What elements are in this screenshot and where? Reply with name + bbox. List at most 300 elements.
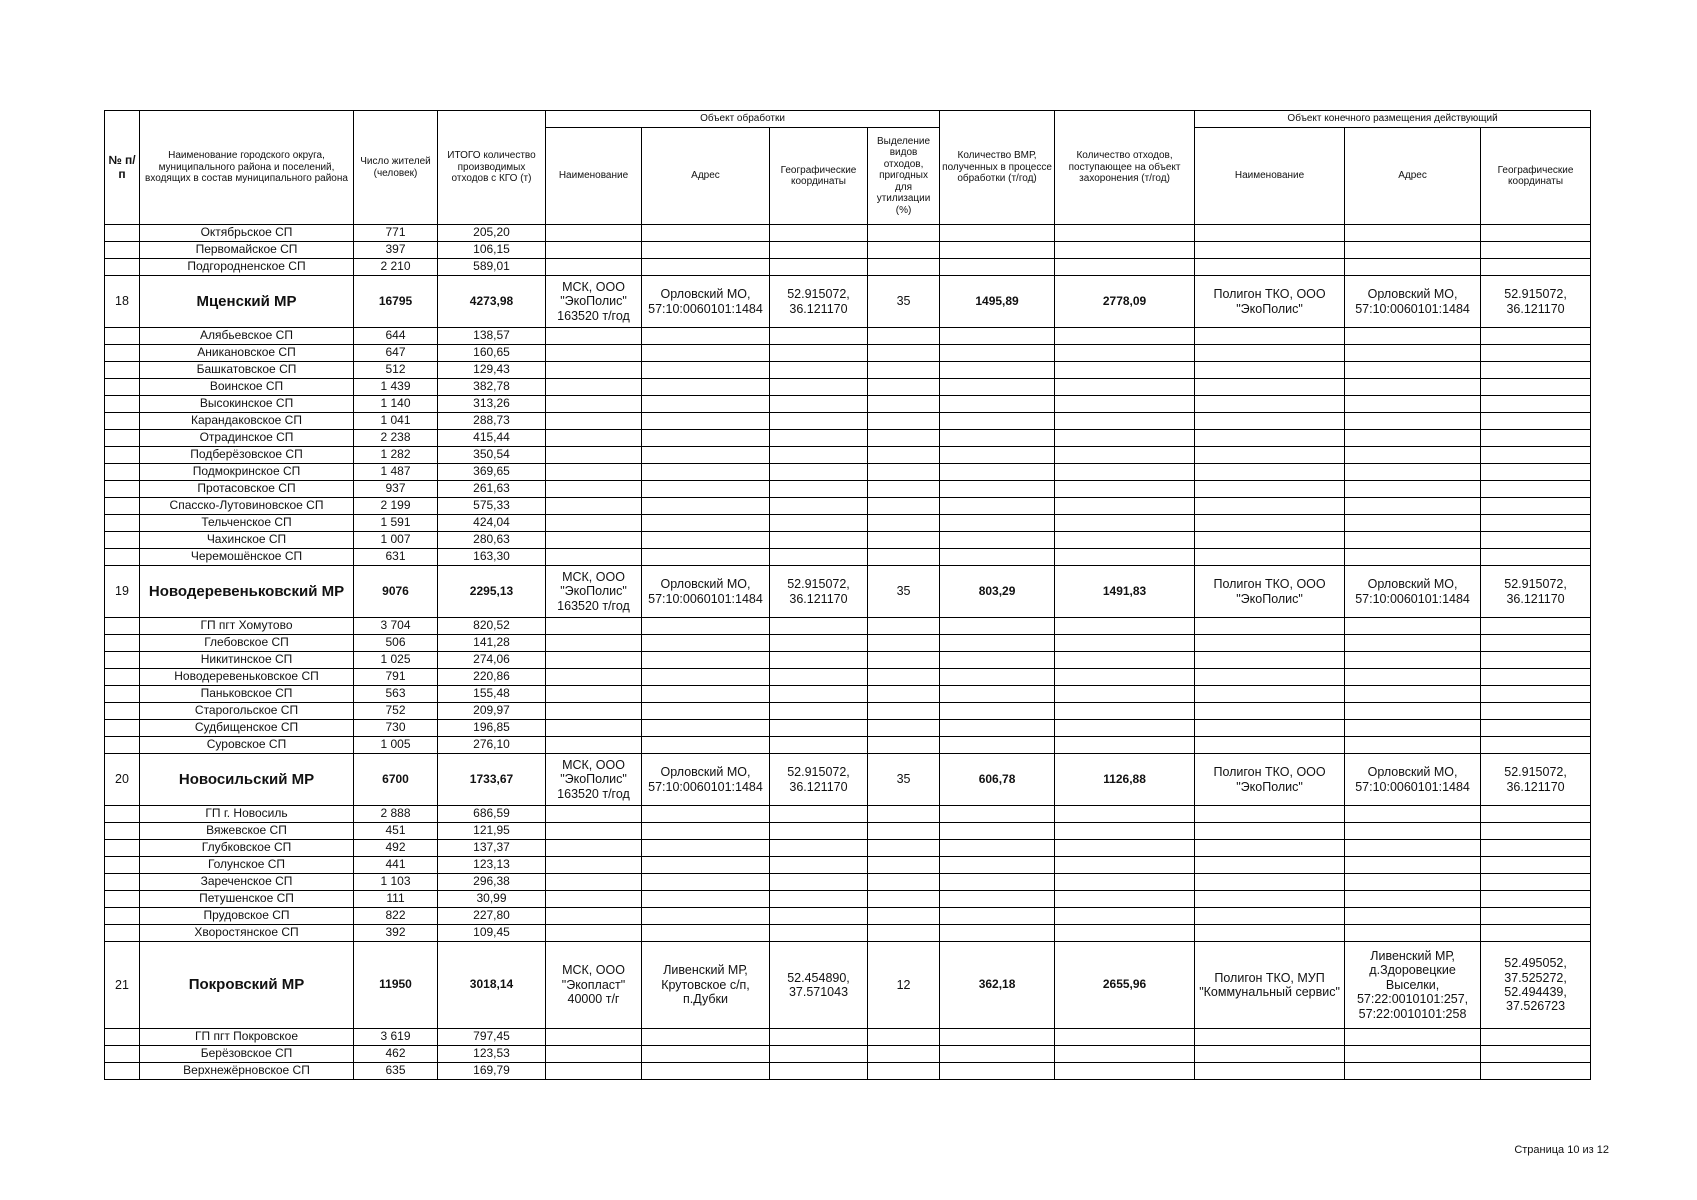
- cell-proc-address: [642, 515, 770, 532]
- cell-proc-name: [546, 464, 642, 481]
- cell-proc-address: [642, 396, 770, 413]
- cell-population: 6700: [354, 754, 438, 806]
- cell-burial: [1055, 464, 1195, 481]
- cell-final-coords: [1481, 379, 1591, 396]
- cell-final-address: [1345, 669, 1481, 686]
- cell-population: 397: [354, 242, 438, 259]
- cell-burial: [1055, 737, 1195, 754]
- cell-final-address: [1345, 242, 1481, 259]
- cell-name: Хворостянское СП: [140, 925, 354, 942]
- cell-name: Никитинское СП: [140, 652, 354, 669]
- col-header-proc-address: Адрес: [642, 128, 770, 225]
- cell-total: 209,97: [438, 703, 546, 720]
- cell-proc-name: [546, 806, 642, 823]
- cell-final-address: [1345, 396, 1481, 413]
- cell-final-coords: [1481, 1063, 1591, 1080]
- cell-vmr: 1495,89: [940, 276, 1055, 328]
- cell-final-name: [1195, 259, 1345, 276]
- col-header-num: № п/п: [105, 111, 140, 225]
- cell-proc-address: [642, 242, 770, 259]
- cell-vmr: [940, 242, 1055, 259]
- cell-burial: [1055, 328, 1195, 345]
- cell-final-name: [1195, 515, 1345, 532]
- cell-population: 3 704: [354, 618, 438, 635]
- cell-num: [105, 1063, 140, 1080]
- settlement-row: [105, 498, 1591, 515]
- cell-final-name: [1195, 549, 1345, 566]
- cell-proc-name: [546, 481, 642, 498]
- cell-population: 771: [354, 225, 438, 242]
- cell-final-coords: [1481, 891, 1591, 908]
- cell-proc-percent: [868, 823, 940, 840]
- cell-proc-name: [546, 874, 642, 891]
- cell-burial: [1055, 1063, 1195, 1080]
- cell-vmr: [940, 908, 1055, 925]
- cell-burial: [1055, 413, 1195, 430]
- cell-proc-coords: [770, 908, 868, 925]
- cell-vmr: [940, 430, 1055, 447]
- cell-burial: [1055, 396, 1195, 413]
- cell-proc-coords: 52.915072, 36.121170: [770, 566, 868, 618]
- cell-burial: [1055, 242, 1195, 259]
- cell-final-name: [1195, 686, 1345, 703]
- cell-proc-address: [642, 737, 770, 754]
- cell-total: 296,38: [438, 874, 546, 891]
- cell-population: 937: [354, 481, 438, 498]
- cell-proc-coords: [770, 891, 868, 908]
- cell-burial: [1055, 840, 1195, 857]
- cell-proc-address: [642, 618, 770, 635]
- cell-name: Карандаковское СП: [140, 413, 354, 430]
- cell-final-name: [1195, 703, 1345, 720]
- table-body: [105, 225, 1591, 1080]
- cell-proc-coords: [770, 225, 868, 242]
- cell-total: 797,45: [438, 1029, 546, 1046]
- cell-name: Глебовское СП: [140, 635, 354, 652]
- cell-final-name: [1195, 720, 1345, 737]
- cell-name: Вяжевское СП: [140, 823, 354, 840]
- cell-final-address: [1345, 618, 1481, 635]
- cell-total: 280,63: [438, 532, 546, 549]
- cell-final-coords: [1481, 259, 1591, 276]
- cell-final-address: [1345, 737, 1481, 754]
- cell-final-coords: [1481, 549, 1591, 566]
- cell-final-name: [1195, 891, 1345, 908]
- cell-burial: [1055, 498, 1195, 515]
- cell-vmr: [940, 703, 1055, 720]
- cell-num: [105, 328, 140, 345]
- cell-final-coords: [1481, 1046, 1591, 1063]
- cell-population: 563: [354, 686, 438, 703]
- cell-proc-name: [546, 925, 642, 942]
- cell-total: 415,44: [438, 430, 546, 447]
- cell-proc-percent: [868, 720, 940, 737]
- cell-final-address: [1345, 515, 1481, 532]
- settlement-row: [105, 259, 1591, 276]
- cell-name: Подберёзовское СП: [140, 447, 354, 464]
- cell-proc-coords: [770, 669, 868, 686]
- cell-burial: [1055, 430, 1195, 447]
- cell-population: 635: [354, 1063, 438, 1080]
- cell-num: 19: [105, 566, 140, 618]
- col-header-population: Число жителей (человек): [354, 111, 438, 225]
- cell-final-address: [1345, 498, 1481, 515]
- cell-population: 451: [354, 823, 438, 840]
- cell-final-address: [1345, 379, 1481, 396]
- cell-final-name: [1195, 737, 1345, 754]
- cell-final-coords: [1481, 413, 1591, 430]
- cell-proc-name: [546, 635, 642, 652]
- cell-population: 1 103: [354, 874, 438, 891]
- cell-proc-percent: [868, 242, 940, 259]
- cell-final-address: [1345, 840, 1481, 857]
- cell-proc-percent: 35: [868, 276, 940, 328]
- cell-population: 392: [354, 925, 438, 942]
- cell-num: [105, 464, 140, 481]
- cell-total: 123,13: [438, 857, 546, 874]
- cell-final-address: [1345, 328, 1481, 345]
- waste-table: [104, 110, 1591, 1080]
- settlement-row: [105, 242, 1591, 259]
- cell-final-name: [1195, 362, 1345, 379]
- cell-total: 141,28: [438, 635, 546, 652]
- cell-population: 644: [354, 328, 438, 345]
- cell-name: Судбищенское СП: [140, 720, 354, 737]
- settlement-row: [105, 925, 1591, 942]
- cell-final-name: [1195, 925, 1345, 942]
- settlement-row: [105, 464, 1591, 481]
- cell-proc-percent: [868, 345, 940, 362]
- cell-proc-address: Орловский МО, 57:10:0060101:1484: [642, 754, 770, 806]
- settlement-row: [105, 515, 1591, 532]
- cell-burial: 2778,09: [1055, 276, 1195, 328]
- cell-proc-percent: [868, 908, 940, 925]
- district-row: [105, 754, 1591, 806]
- cell-total: 109,45: [438, 925, 546, 942]
- cell-num: [105, 737, 140, 754]
- cell-total: 369,65: [438, 464, 546, 481]
- cell-vmr: [940, 669, 1055, 686]
- cell-proc-name: [546, 1029, 642, 1046]
- cell-final-address: [1345, 806, 1481, 823]
- cell-name: Суровское СП: [140, 737, 354, 754]
- cell-final-coords: [1481, 498, 1591, 515]
- cell-num: [105, 806, 140, 823]
- cell-proc-address: Ливенский МР, Крутовское с/п, п.Дубки: [642, 942, 770, 1029]
- cell-proc-percent: [868, 379, 940, 396]
- cell-proc-name: [546, 362, 642, 379]
- cell-final-coords: [1481, 703, 1591, 720]
- cell-burial: [1055, 345, 1195, 362]
- cell-final-coords: [1481, 686, 1591, 703]
- cell-proc-name: [546, 498, 642, 515]
- cell-final-name: [1195, 806, 1345, 823]
- cell-proc-name: [546, 430, 642, 447]
- cell-proc-coords: [770, 806, 868, 823]
- col-header-vmr: Количество ВМР, полученных в процессе обработки (т/год): [940, 111, 1055, 225]
- cell-proc-address: [642, 549, 770, 566]
- cell-vmr: [940, 635, 1055, 652]
- cell-vmr: [940, 464, 1055, 481]
- cell-final-name: [1195, 464, 1345, 481]
- cell-name: ГП пгт Хомутово: [140, 618, 354, 635]
- cell-proc-percent: [868, 686, 940, 703]
- cell-final-name: [1195, 1029, 1345, 1046]
- cell-proc-coords: 52.454890, 37.571043: [770, 942, 868, 1029]
- cell-vmr: [940, 259, 1055, 276]
- cell-final-address: [1345, 464, 1481, 481]
- cell-final-coords: [1481, 515, 1591, 532]
- cell-proc-address: [642, 328, 770, 345]
- cell-final-name: Полигон ТКО, ООО "ЭкоПолис": [1195, 276, 1345, 328]
- cell-population: 1 439: [354, 379, 438, 396]
- cell-total: 261,63: [438, 481, 546, 498]
- cell-total: 160,65: [438, 345, 546, 362]
- cell-final-coords: 52.915072, 36.121170: [1481, 754, 1591, 806]
- cell-proc-percent: [868, 430, 940, 447]
- cell-num: [105, 447, 140, 464]
- cell-population: 1 591: [354, 515, 438, 532]
- cell-num: 21: [105, 942, 140, 1029]
- cell-num: [105, 891, 140, 908]
- cell-burial: [1055, 652, 1195, 669]
- cell-burial: [1055, 549, 1195, 566]
- cell-vmr: [940, 413, 1055, 430]
- cell-name: Петушенское СП: [140, 891, 354, 908]
- cell-final-address: [1345, 874, 1481, 891]
- cell-population: 3 619: [354, 1029, 438, 1046]
- cell-final-address: [1345, 652, 1481, 669]
- cell-proc-coords: [770, 720, 868, 737]
- cell-total: 123,53: [438, 1046, 546, 1063]
- cell-vmr: [940, 857, 1055, 874]
- cell-num: [105, 242, 140, 259]
- cell-vmr: [940, 328, 1055, 345]
- cell-final-address: [1345, 925, 1481, 942]
- cell-final-address: [1345, 430, 1481, 447]
- cell-vmr: [940, 1046, 1055, 1063]
- cell-proc-address: [642, 720, 770, 737]
- cell-proc-coords: [770, 396, 868, 413]
- cell-proc-name: [546, 413, 642, 430]
- cell-final-address: [1345, 532, 1481, 549]
- cell-final-coords: [1481, 925, 1591, 942]
- cell-name: Спасско-Лутовиновское СП: [140, 498, 354, 515]
- cell-total: 155,48: [438, 686, 546, 703]
- cell-final-name: [1195, 242, 1345, 259]
- cell-name: Прудовское СП: [140, 908, 354, 925]
- cell-final-address: [1345, 1046, 1481, 1063]
- cell-total: 382,78: [438, 379, 546, 396]
- cell-proc-percent: [868, 857, 940, 874]
- cell-proc-coords: [770, 635, 868, 652]
- cell-name: Голунское СП: [140, 857, 354, 874]
- cell-burial: [1055, 618, 1195, 635]
- cell-proc-percent: [868, 1046, 940, 1063]
- cell-vmr: [940, 362, 1055, 379]
- cell-final-address: [1345, 635, 1481, 652]
- cell-final-address: [1345, 447, 1481, 464]
- cell-final-address: [1345, 686, 1481, 703]
- cell-proc-name: [546, 618, 642, 635]
- settlement-row: [105, 1029, 1591, 1046]
- cell-proc-coords: [770, 464, 868, 481]
- cell-proc-name: [546, 737, 642, 754]
- cell-name: Чахинское СП: [140, 532, 354, 549]
- cell-final-name: [1195, 840, 1345, 857]
- cell-final-address: Ливенский МР, д.Здоровецкие Выселки, 57:22:0010101:257, 57:22:0010101:258: [1345, 942, 1481, 1029]
- cell-name: Отрадинское СП: [140, 430, 354, 447]
- cell-final-coords: 52.915072, 36.121170: [1481, 276, 1591, 328]
- cell-total: 575,33: [438, 498, 546, 515]
- cell-name: Алябьевское СП: [140, 328, 354, 345]
- settlement-row: [105, 549, 1591, 566]
- settlement-row: [105, 840, 1591, 857]
- district-row: [105, 942, 1591, 1029]
- cell-name: ГП пгт Покровское: [140, 1029, 354, 1046]
- cell-burial: [1055, 532, 1195, 549]
- cell-final-coords: [1481, 635, 1591, 652]
- cell-final-coords: [1481, 328, 1591, 345]
- settlement-row: [105, 635, 1591, 652]
- cell-final-name: [1195, 481, 1345, 498]
- cell-proc-address: [642, 345, 770, 362]
- cell-proc-coords: [770, 857, 868, 874]
- cell-final-name: [1195, 430, 1345, 447]
- settlement-row: [105, 413, 1591, 430]
- cell-final-coords: [1481, 1029, 1591, 1046]
- settlement-row: [105, 806, 1591, 823]
- cell-proc-address: [642, 703, 770, 720]
- cell-proc-name: [546, 225, 642, 242]
- cell-final-address: Орловский МО, 57:10:0060101:1484: [1345, 276, 1481, 328]
- cell-vmr: [940, 891, 1055, 908]
- cell-proc-percent: [868, 549, 940, 566]
- cell-vmr: [940, 686, 1055, 703]
- cell-proc-percent: [868, 1063, 940, 1080]
- cell-proc-coords: [770, 242, 868, 259]
- cell-vmr: [940, 549, 1055, 566]
- cell-num: [105, 481, 140, 498]
- cell-final-name: [1195, 669, 1345, 686]
- cell-total: 129,43: [438, 362, 546, 379]
- settlement-row: [105, 823, 1591, 840]
- cell-proc-name: [546, 908, 642, 925]
- cell-burial: [1055, 823, 1195, 840]
- cell-proc-percent: [868, 498, 940, 515]
- cell-name: Покровский МР: [140, 942, 354, 1029]
- cell-final-coords: [1481, 618, 1591, 635]
- district-row: [105, 566, 1591, 618]
- cell-proc-address: [642, 908, 770, 925]
- cell-proc-percent: [868, 328, 940, 345]
- cell-final-address: Орловский МО, 57:10:0060101:1484: [1345, 566, 1481, 618]
- settlement-row: [105, 1063, 1591, 1080]
- cell-vmr: [940, 652, 1055, 669]
- cell-num: [105, 686, 140, 703]
- col-header-proc-percent: Выделение видов отходов, пригодных для утилизации (%): [868, 128, 940, 225]
- cell-final-name: [1195, 498, 1345, 515]
- cell-proc-name: [546, 891, 642, 908]
- cell-burial: [1055, 686, 1195, 703]
- cell-proc-coords: [770, 481, 868, 498]
- cell-proc-coords: [770, 1063, 868, 1080]
- cell-burial: [1055, 891, 1195, 908]
- col-header-final-address: Адрес: [1345, 128, 1481, 225]
- cell-total: 169,79: [438, 1063, 546, 1080]
- cell-final-address: [1345, 703, 1481, 720]
- settlement-row: [105, 737, 1591, 754]
- cell-proc-address: [642, 806, 770, 823]
- cell-burial: [1055, 703, 1195, 720]
- cell-final-address: [1345, 481, 1481, 498]
- cell-name: Черемошёнское СП: [140, 549, 354, 566]
- cell-population: 730: [354, 720, 438, 737]
- cell-burial: [1055, 259, 1195, 276]
- cell-burial: [1055, 1046, 1195, 1063]
- cell-proc-address: [642, 1046, 770, 1063]
- cell-num: [105, 703, 140, 720]
- cell-proc-percent: [868, 362, 940, 379]
- cell-vmr: [940, 840, 1055, 857]
- cell-proc-percent: 35: [868, 566, 940, 618]
- cell-proc-coords: [770, 823, 868, 840]
- cell-vmr: [940, 345, 1055, 362]
- cell-name: Подгородненское СП: [140, 259, 354, 276]
- cell-proc-coords: 52.915072, 36.121170: [770, 754, 868, 806]
- cell-final-address: [1345, 549, 1481, 566]
- cell-final-coords: [1481, 823, 1591, 840]
- cell-final-address: [1345, 1063, 1481, 1080]
- cell-proc-percent: [868, 840, 940, 857]
- cell-proc-name: [546, 328, 642, 345]
- cell-vmr: [940, 515, 1055, 532]
- cell-final-coords: [1481, 840, 1591, 857]
- cell-population: 462: [354, 1046, 438, 1063]
- cell-proc-name: [546, 857, 642, 874]
- cell-burial: [1055, 925, 1195, 942]
- cell-total: 820,52: [438, 618, 546, 635]
- cell-final-name: [1195, 652, 1345, 669]
- cell-name: Новосильский МР: [140, 754, 354, 806]
- cell-proc-percent: [868, 225, 940, 242]
- cell-vmr: [940, 1063, 1055, 1080]
- cell-proc-address: [642, 362, 770, 379]
- cell-proc-coords: [770, 686, 868, 703]
- cell-name: Первомайское СП: [140, 242, 354, 259]
- cell-proc-name: МСК, ООО "Экопласт" 40000 т/г: [546, 942, 642, 1029]
- cell-proc-name: [546, 447, 642, 464]
- cell-proc-percent: [868, 925, 940, 942]
- cell-proc-percent: [868, 481, 940, 498]
- cell-total: 30,99: [438, 891, 546, 908]
- cell-proc-name: [546, 549, 642, 566]
- cell-final-coords: [1481, 464, 1591, 481]
- cell-final-address: [1345, 413, 1481, 430]
- cell-proc-name: МСК, ООО "ЭкоПолис" 163520 т/год: [546, 276, 642, 328]
- cell-final-name: [1195, 328, 1345, 345]
- cell-proc-coords: [770, 1046, 868, 1063]
- cell-population: 441: [354, 857, 438, 874]
- cell-num: [105, 908, 140, 925]
- cell-num: [105, 549, 140, 566]
- cell-total: 1733,67: [438, 754, 546, 806]
- cell-proc-percent: [868, 515, 940, 532]
- cell-population: 11950: [354, 942, 438, 1029]
- cell-num: [105, 225, 140, 242]
- cell-final-coords: [1481, 720, 1591, 737]
- cell-proc-name: [546, 1063, 642, 1080]
